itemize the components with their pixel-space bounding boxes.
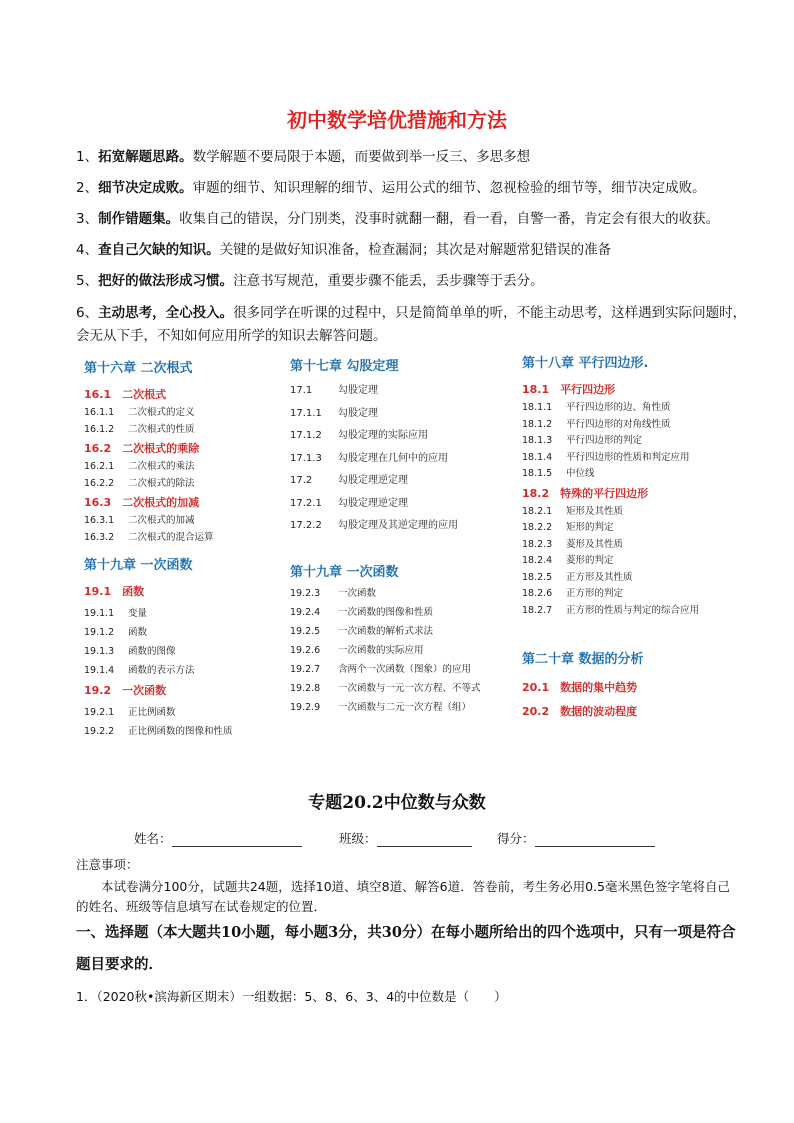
tip-item [76, 209, 756, 229]
tip-text: 数学解题不要局限于本题，而要做到举一反三、多思多想 [192, 149, 531, 165]
tip-number: 1、 [76, 149, 99, 165]
toc-item [522, 417, 752, 434]
toc-item-title: 变量 [128, 608, 148, 619]
toc-item-number: 17.1.3 [290, 452, 322, 464]
toc-item-title: 正方形的判定 [566, 588, 624, 599]
toc-item [290, 448, 520, 471]
score-label: 得分： [497, 831, 535, 846]
toc-item [290, 470, 520, 493]
toc-item-number: 18.1.5 [522, 468, 553, 479]
toc-item-number: 16.1.2 [84, 423, 115, 435]
score-blank[interactable] [535, 834, 655, 847]
section-title: 18.2 特殊的平行四边形 [522, 486, 649, 500]
toc-item-number: 19.2.3 [290, 588, 321, 599]
toc-column-right [522, 352, 752, 637]
toc-column-left [84, 357, 314, 564]
toc-item [84, 476, 314, 493]
toc-chapter-17 [290, 355, 520, 538]
toc-item-number: 16.1.1 [84, 407, 115, 418]
section-items [84, 604, 314, 680]
toc-item [84, 530, 314, 547]
toc-item-title: 勾股定理的实际应用 [338, 430, 428, 441]
toc-column-right-lower [522, 648, 752, 737]
section-title: 20.2 数据的波动程度 [522, 705, 638, 718]
section-items [84, 703, 314, 741]
toc-item-number: 19.2.4 [290, 607, 321, 618]
toc-item [84, 623, 314, 642]
toc-item [522, 537, 752, 554]
section-items [522, 504, 752, 620]
tip-heading: 查自己欠缺的知识。 [98, 242, 220, 258]
toc-item-number: 19.2.9 [290, 702, 321, 713]
tip-text: 审题的细节、知识理解的细节、运用公式的细节、忽视检验的细节等，细节决定成败。 [192, 180, 706, 196]
toc-item-number: 17.1.1 [290, 407, 322, 419]
toc-item-number: 18.2.5 [522, 571, 553, 583]
toc-item-title: 勾股定理 [338, 407, 378, 419]
toc-item [84, 703, 314, 722]
section-items [290, 584, 520, 717]
tip-item [76, 147, 756, 167]
toc-item-number: 19.1.4 [84, 665, 115, 676]
toc-item [522, 603, 752, 620]
chapter-title: 第十六章 二次根式 [84, 361, 193, 376]
toc-item-number: 18.2.3 [522, 538, 553, 550]
toc-item [84, 405, 314, 422]
toc-item [522, 586, 752, 603]
section-title: 16.2 二次根式的乘除 [84, 442, 200, 455]
toc-item-number: 17.1.2 [290, 430, 322, 441]
toc-item [290, 698, 520, 717]
toc-item-title: 一次函数与一元一次方程、不等式 [338, 683, 481, 694]
toc-item-number: 16.3.1 [84, 515, 115, 526]
toc-item [522, 450, 752, 467]
toc-item-title: 勾股定理逆定理 [338, 497, 408, 509]
tip-item [76, 178, 756, 198]
toc-item-title: 平行四边形的边、角性质 [566, 402, 671, 413]
chapter-title: 第十九章 一次函数 [84, 558, 193, 573]
toc-item [290, 403, 520, 426]
toc-item-number: 18.2.7 [522, 604, 553, 616]
toc-item-number: 17.2.2 [290, 520, 322, 531]
toc-item [84, 661, 314, 680]
chapter-title: 第十九章 一次函数 [290, 565, 399, 580]
toc-chapter-20 [522, 648, 752, 719]
section-title: 18.1 平行四边形 [522, 383, 616, 396]
tip-text: 注意书写规范，重要步骤不能丢，丢步骤等于丢分。 [233, 273, 544, 289]
toc-item-number: 17.1 [290, 385, 313, 396]
toc-item-title: 平行四边形的性质和判定应用 [566, 451, 690, 463]
toc-item [290, 425, 520, 448]
toc-item-title: 函数的表示方法 [128, 665, 195, 676]
toc-item-number: 19.2.2 [84, 726, 115, 737]
question-1: 1．（2020秋•滨海新区期末）一组数据：5、8、6、3、4的中位数是（ ） [76, 989, 507, 1004]
tip-text: 收集自己的错误，分门别类，没事时就翻一翻，看一看，自警一番，肯定会有很大的收获。 [179, 211, 720, 227]
toc-item [290, 641, 520, 660]
toc-item-number: 19.2.7 [290, 664, 321, 675]
section-title: 19.2 一次函数 [84, 684, 167, 697]
toc-item [290, 603, 520, 622]
toc-item-number: 18.2.4 [522, 555, 553, 566]
toc-item-number: 16.2.1 [84, 461, 115, 472]
toc-item [84, 642, 314, 661]
toc-item-title: 矩形及其性质 [566, 505, 624, 517]
tip-text: 很多同学在听课的过程中，只是简简单单的听，不能主动思考，这样遇到实际问题时，会无从下手，不知如何应用所学的知识去解答问题。 [76, 305, 747, 344]
tip-item [76, 302, 756, 348]
toc-item-title: 二次根式的除法 [128, 477, 195, 489]
name-label: 姓名： [134, 831, 172, 846]
section-title: 16.1 二次根式 [84, 388, 167, 401]
tip-text: 关键的是做好知识准备，检查漏洞；其次是对解题常犯错误的准备 [219, 242, 612, 258]
toc-item [290, 584, 520, 603]
toc-item-number: 18.2.2 [522, 522, 553, 533]
tip-number: 4、 [76, 242, 99, 258]
notice-text: 本试卷满分100分，试题共24题，选择10道、填空8道、解答6道．答卷前，考生务必用0.5毫米黑色签字笔将自己的姓名、班级等信息填写在试卷规定的位置． [76, 879, 730, 914]
toc-item-title: 一次函数与二元一次方程（组） [338, 702, 472, 713]
toc-chapter-16 [84, 357, 314, 546]
toc-item [522, 466, 752, 483]
toc-item-title: 函数的图像 [128, 646, 176, 657]
tip-heading: 主动思考，全心投入。 [98, 305, 234, 321]
tip-heading: 制作错题集。 [98, 211, 180, 227]
toc-item-title: 菱形及其性质 [566, 538, 624, 550]
toc-item-number: 18.1.1 [522, 402, 553, 413]
toc-item-title: 一次函数的实际应用 [338, 645, 424, 656]
toc-item-number: 18.1.4 [522, 451, 553, 463]
toc-item-title: 勾股定理在几何中的应用 [338, 452, 448, 464]
name-blank[interactable] [172, 834, 302, 847]
toc-item-title: 平行四边形的判定 [566, 435, 643, 446]
toc-item [290, 622, 520, 641]
class-blank[interactable] [377, 834, 472, 847]
toc-item-number: 17.2 [290, 475, 313, 486]
toc-item-title: 菱形的判定 [566, 555, 614, 566]
toc-item-number: 18.1.2 [522, 418, 553, 430]
toc-item [84, 722, 314, 741]
toc-item-title: 勾股定理及其逆定理的应用 [338, 520, 458, 531]
toc-item-title: 二次根式的定义 [128, 407, 195, 418]
toc-item [522, 520, 752, 537]
toc-item-title: 矩形的判定 [566, 522, 614, 533]
toc-item-number: 19.1.3 [84, 646, 115, 657]
chapter-title: 第二十章 数据的分析 [522, 652, 644, 667]
toc-item-number: 19.1.2 [84, 627, 115, 638]
toc-item-number: 17.2.1 [290, 497, 322, 509]
tip-number: 6、 [76, 305, 99, 321]
toc-item [290, 515, 520, 538]
toc-chapter-19b [290, 561, 520, 717]
tip-heading: 拓宽解题思路。 [98, 149, 193, 165]
toc-item-number: 18.2.1 [522, 505, 553, 517]
toc-item-title: 正比例函数的图像和性质 [128, 726, 233, 737]
tip-item [76, 271, 756, 291]
class-label: 班级： [339, 831, 377, 846]
toc-item [290, 493, 520, 516]
section-items [84, 459, 314, 492]
section-title: 19.1 函数 [84, 585, 145, 598]
toc-item-number: 19.2.5 [290, 626, 321, 637]
tip-number: 5、 [76, 273, 99, 289]
toc-item [290, 660, 520, 679]
toc-item-title: 中位线 [566, 468, 595, 479]
toc-item-number: 18.1.3 [522, 435, 553, 446]
section-items [84, 405, 314, 438]
toc-column-middle-lower [290, 561, 520, 735]
toc-item [522, 504, 752, 521]
toc-item-number: 18.2.6 [522, 588, 553, 599]
tip-number: 3、 [76, 211, 99, 227]
toc-item [522, 433, 752, 450]
page-title: 初中数学培优措施和方法 [287, 108, 507, 132]
toc-item [522, 570, 752, 587]
toc-item-title: 二次根式的加减 [128, 515, 195, 526]
toc-item-number: 19.2.8 [290, 683, 321, 694]
toc-item-number: 16.2.2 [84, 477, 115, 489]
toc-item-title: 平行四边形的对角线性质 [566, 418, 671, 430]
toc-item-title: 含两个一次函数（图象）的应用 [338, 664, 472, 675]
toc-item-title: 正方形的性质与判定的综合应用 [566, 604, 700, 616]
name-field[interactable] [134, 829, 302, 847]
toc-item-number: 19.2.6 [290, 645, 321, 656]
toc-column-left-lower [84, 554, 314, 759]
tip-heading: 把好的做法形成习惯。 [98, 273, 234, 289]
toc-chapter-19a [84, 554, 314, 741]
class-field[interactable] [339, 829, 472, 847]
tip-number: 2、 [76, 180, 99, 196]
toc-item-title: 正比例函数 [128, 707, 176, 718]
score-field[interactable] [497, 829, 655, 847]
notice-label: 注意事项： [76, 857, 139, 872]
toc-item-title: 一次函数的图像和性质 [338, 607, 434, 618]
toc-item-number: 19.2.1 [84, 707, 115, 718]
chapter-title: 第十八章 平行四边形. [522, 356, 649, 371]
toc-item-title: 正方形及其性质 [566, 571, 633, 583]
toc-item-title: 一次函数的解析式求法 [338, 626, 434, 637]
toc-item [84, 459, 314, 476]
section-heading: 一、选择题（本大题共10小题，每小题3分，共30分）在每小题所给出的四个选项中，只有一项是符合题目要求的． [76, 924, 736, 973]
toc-chapter-18 [522, 352, 752, 619]
toc-item-title: 二次根式的混合运算 [128, 531, 214, 543]
exam-title: 专题20.2中位数与众数 [308, 793, 486, 813]
toc-item [84, 604, 314, 623]
toc-item [84, 513, 314, 530]
tip-item [76, 240, 756, 260]
toc-item-title: 函数 [128, 627, 148, 638]
section-items [290, 380, 520, 538]
toc-item [522, 400, 752, 417]
tip-heading: 细节决定成败。 [98, 180, 193, 196]
section-title: 20.1 数据的集中趋势 [522, 681, 638, 694]
section-items [522, 400, 752, 483]
toc-item-title: 一次函数 [338, 588, 377, 599]
chapter-title: 第十七章 勾股定理 [290, 359, 399, 374]
toc-item-title: 二次根式的乘法 [128, 461, 195, 472]
toc-item [522, 553, 752, 570]
toc-item-number: 19.1.1 [84, 608, 115, 619]
toc-column-middle [290, 355, 520, 556]
toc-item-title: 勾股定理逆定理 [338, 475, 408, 486]
toc-item-title: 勾股定理 [338, 385, 378, 396]
toc-item [290, 380, 520, 403]
toc-item [84, 422, 314, 439]
toc-item [290, 679, 520, 698]
toc-item-title: 二次根式的性质 [128, 423, 195, 435]
section-title: 16.3 二次根式的加减 [84, 496, 200, 509]
section-items [84, 513, 314, 546]
toc-item-number: 16.3.2 [84, 531, 115, 543]
